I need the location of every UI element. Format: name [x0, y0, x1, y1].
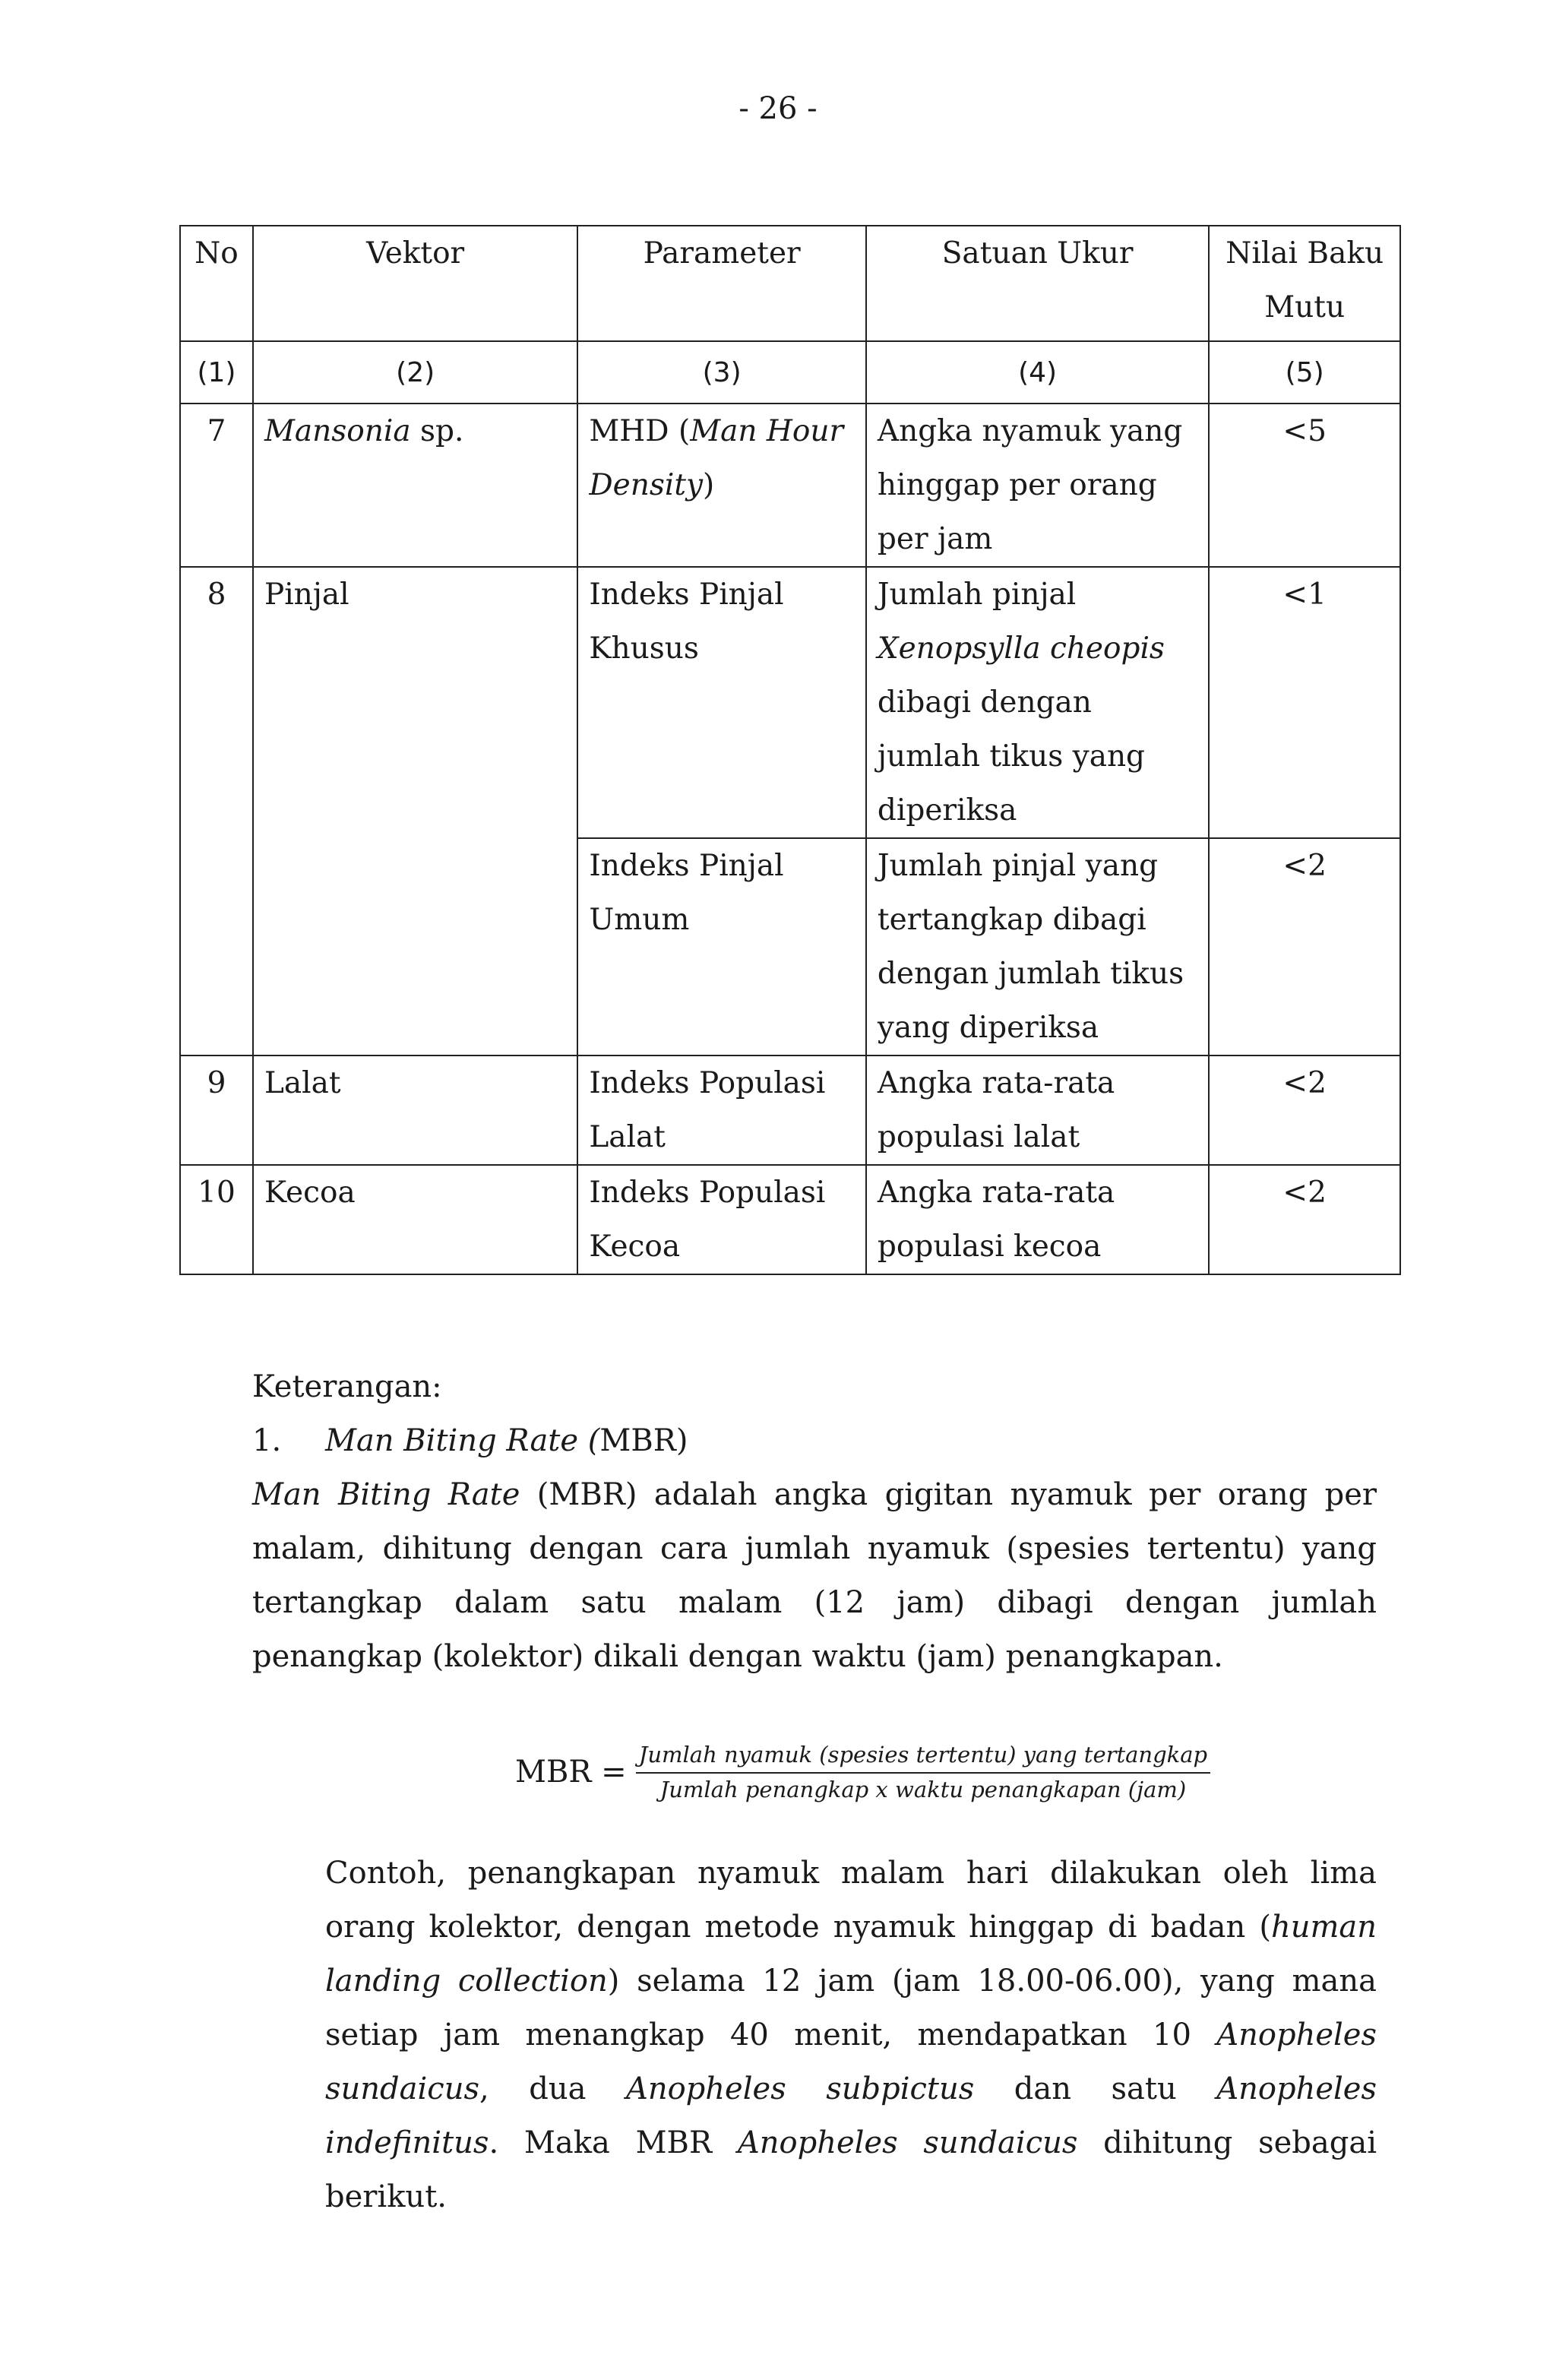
example-italic: human landing collection	[325, 1910, 1377, 1999]
formula-denominator: Jumlah penangkap x waktu penangkapan (jam)	[659, 1777, 1187, 1802]
row-parameter: Indeks Populasi Kecoa	[577, 1165, 866, 1274]
note-item-title-italic: Man Biting Rate (	[325, 1423, 600, 1458]
row-value: <1	[1209, 567, 1400, 838]
vector-italic: Mansonia	[264, 414, 411, 448]
header-unit: Satuan Ukur	[866, 226, 1209, 341]
example-italic: Anopheles subpictus	[625, 2071, 975, 2106]
row-parameter	[577, 404, 866, 567]
param-post: )	[703, 468, 715, 502]
vector-standards-table	[179, 225, 1401, 1275]
formula-numerator: Jumlah nyamuk (spesies tertentu) yang tertangkap	[636, 1742, 1210, 1774]
header-no: No	[180, 226, 253, 341]
row-value: <2	[1209, 838, 1400, 1055]
note-item-body	[252, 1468, 1377, 1684]
row-vector: Kecoa	[253, 1165, 577, 1274]
column-number-row	[180, 341, 1400, 404]
example-text: ) selama 12 jam (jam 18.00-06.00), yang mana setiap jam menangkap 40 menit, mendapatkan 10	[325, 1964, 1377, 2052]
row-no: 9	[180, 1055, 253, 1165]
example-text: dihitung sebagai berikut.	[325, 2125, 1377, 2214]
table-row	[180, 404, 1400, 567]
mbr-formula	[515, 1742, 1210, 1802]
page-number: - 26 -	[738, 91, 818, 126]
row-parameter: Indeks Populasi Lalat	[577, 1055, 866, 1165]
body-rest: (MBR) adalah angka gigitan nyamuk per orang per malam, dihitung dengan cara jumlah nyamuk (spesies tertentu) yang tertangkap dalam satu malam (12 jam) dibagi dengan jumlah penangkap (kolektor) dikali dengan waktu (jam) penangkapan.	[252, 1477, 1377, 1674]
notes-heading: Keterangan:	[252, 1369, 442, 1404]
row-vector: Lalat	[253, 1055, 577, 1165]
example-italic: Anopheles sundaicus	[325, 2018, 1377, 2106]
example-text: . Maka MBR	[489, 2125, 738, 2160]
example-text: Contoh, penangkapan nyamuk malam hari dilakukan oleh lima orang kolektor, dengan metode nyamuk hinggap di badan (	[325, 1856, 1377, 1945]
column-number: (2)	[253, 341, 577, 404]
notes-section	[252, 1360, 1377, 1684]
header-parameter: Parameter	[577, 226, 866, 341]
example-italic: Anopheles sundaicus	[737, 2125, 1078, 2160]
note-item-heading	[252, 1414, 1377, 1468]
param-italic: Man Hour Density	[589, 414, 844, 502]
row-unit: Angka rata-rata populasi lalat	[866, 1055, 1209, 1165]
row-unit	[866, 567, 1209, 838]
column-number: (1)	[180, 341, 253, 404]
row-unit: Angka nyamuk yang hinggap per orang per jam	[866, 404, 1209, 567]
column-number: (3)	[577, 341, 866, 404]
vector-rest: sp.	[410, 414, 464, 448]
row-parameter: Indeks Pinjal Umum	[577, 838, 866, 1055]
unit-italic: Xenopsylla cheopis	[877, 631, 1165, 666]
row-no: 8	[180, 567, 253, 1055]
example-text: , dua	[479, 2071, 626, 2106]
table-header-row	[180, 226, 1400, 341]
formula-lhs: MBR =	[515, 1755, 627, 1790]
row-no: 10	[180, 1165, 253, 1274]
body-italic: Man Biting Rate	[252, 1477, 520, 1512]
row-unit: Jumlah pinjal yang tertangkap dibagi dengan jumlah tikus yang diperiksa	[866, 838, 1209, 1055]
formula-fraction	[636, 1742, 1210, 1802]
row-value: <2	[1209, 1165, 1400, 1274]
example-paragraph	[325, 1847, 1377, 2224]
column-number: (4)	[866, 341, 1209, 404]
example-text: dan satu	[974, 2071, 1217, 2106]
note-item-number: 1.	[252, 1423, 282, 1458]
table-row	[180, 1165, 1400, 1274]
header-vector: Vektor	[253, 226, 577, 341]
unit-post: dibagi dengan jumlah tikus yang diperiksa	[877, 685, 1146, 828]
param-pre: MHD (	[589, 414, 691, 448]
column-number: (5)	[1209, 341, 1400, 404]
row-unit: Angka rata-rata populasi kecoa	[866, 1165, 1209, 1274]
row-value: <2	[1209, 1055, 1400, 1165]
header-standard-value: Nilai Baku Mutu	[1209, 226, 1400, 341]
row-value: <5	[1209, 404, 1400, 567]
row-no: 7	[180, 404, 253, 567]
table-row	[180, 567, 1400, 838]
row-parameter: Indeks Pinjal Khusus	[577, 567, 866, 838]
row-vector	[253, 404, 577, 567]
row-vector: Pinjal	[253, 567, 577, 1055]
example-italic: Anopheles indefinitus	[325, 2071, 1377, 2160]
unit-pre: Jumlah pinjal	[877, 578, 1077, 612]
note-item-title-rest: MBR)	[599, 1423, 688, 1458]
table-row	[180, 1055, 1400, 1165]
